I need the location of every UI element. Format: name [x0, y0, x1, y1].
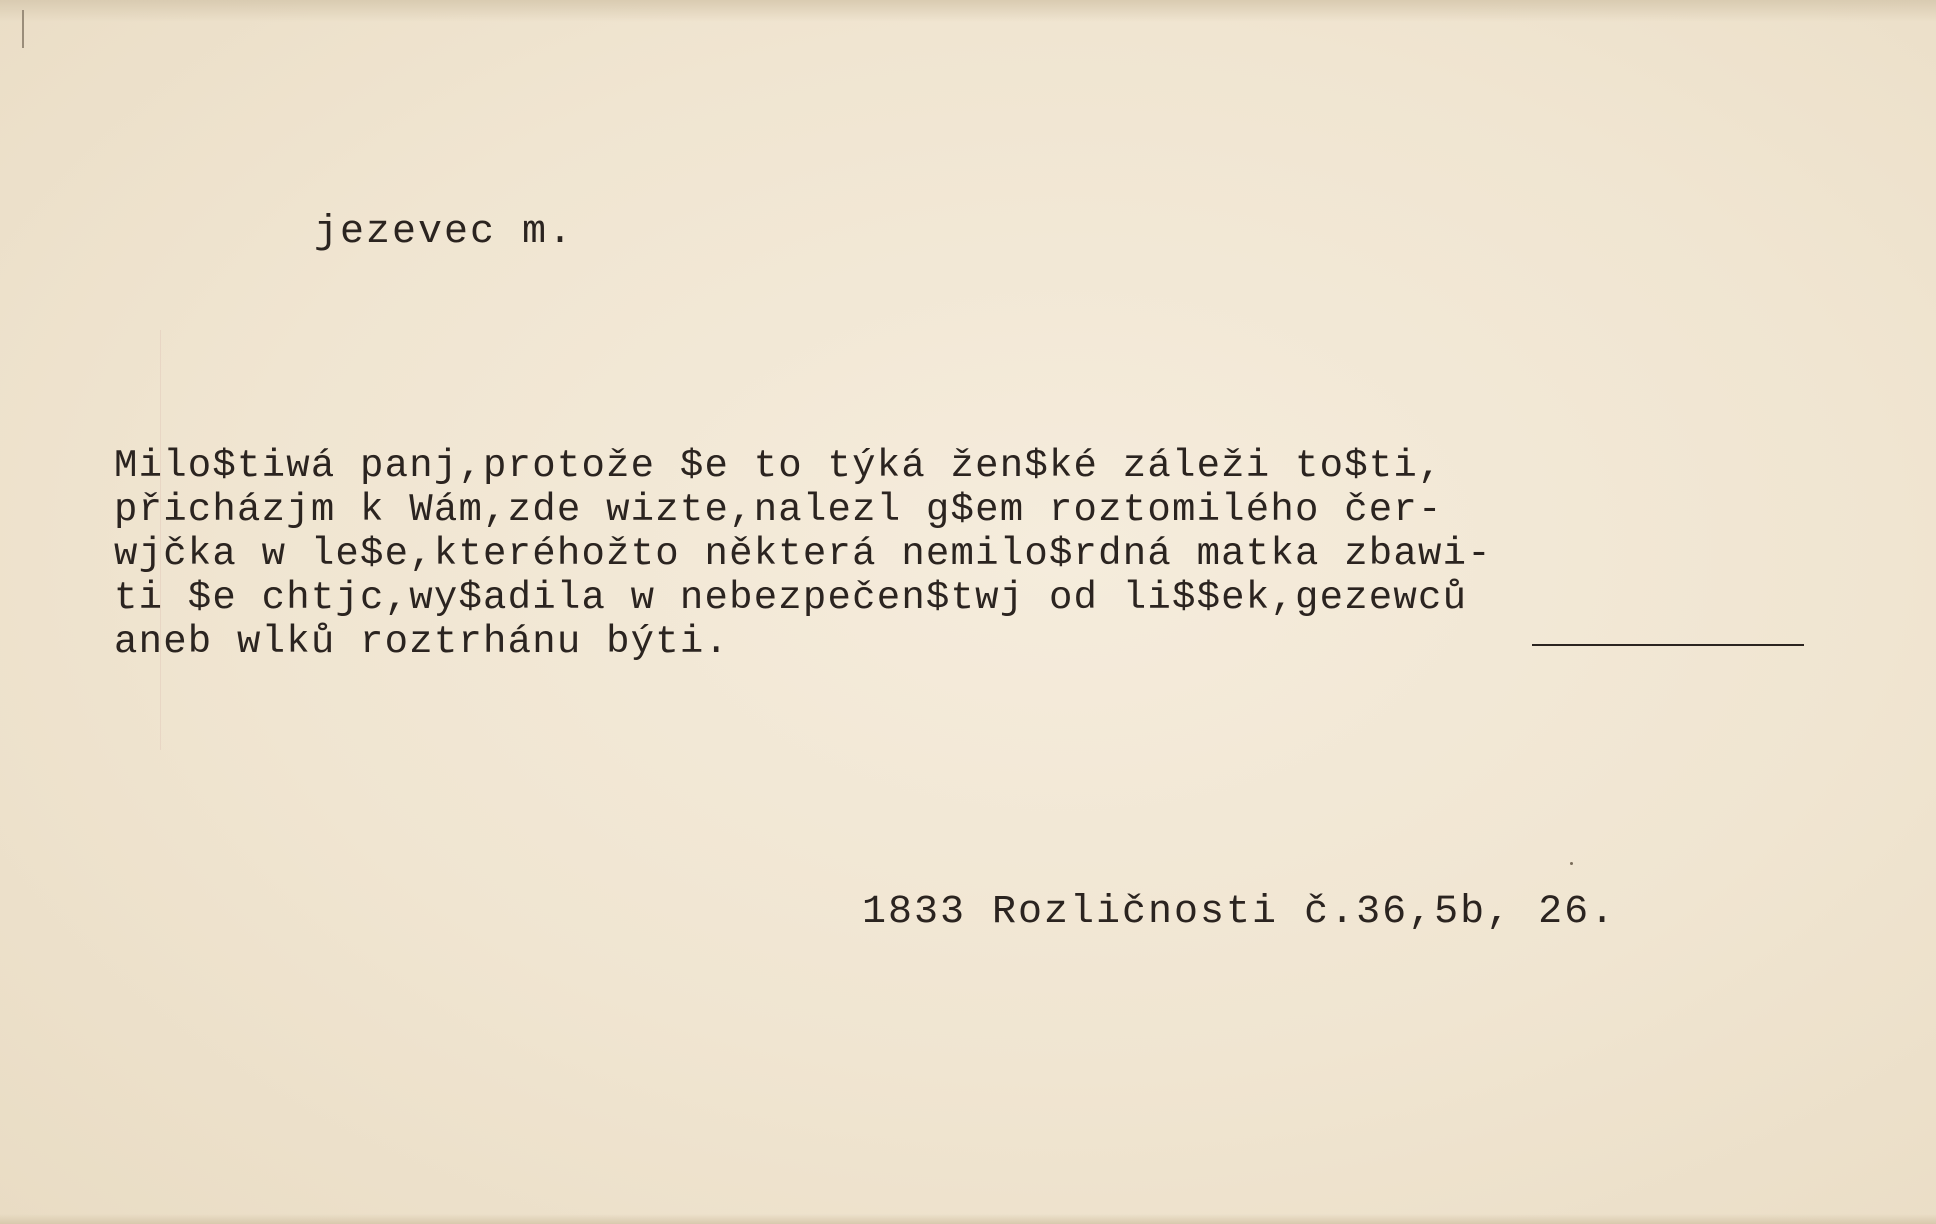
card-edge-mark: [22, 10, 24, 48]
quotation: [114, 444, 1834, 664]
quotation-line: přicházjm k Wám,zde wizte,nalezl g$em roztomilého čer-: [114, 488, 1443, 532]
headword-occurrence-underline: [1532, 644, 1804, 646]
card-bottom-edge: [0, 1214, 1936, 1224]
quotation-line: aneb wlků roztrhánu býti.: [114, 620, 730, 664]
quotation-line: Milo$tiwá panj,protože $e to týká žen$ké záleži to$ti,: [114, 444, 1443, 488]
quotation-line: ti $e chtjc,wy$adila w nebezpečen$twj od li$$ek,gezewců: [114, 576, 1468, 620]
quotation-line: wjčka w le$e,kteréhožto některá nemilo$rdná matka zbawi-: [114, 532, 1492, 576]
card-top-edge: [0, 0, 1936, 22]
source-citation: 1833 Rozličnosti č.36,5b, 26.: [862, 890, 1617, 935]
headword: jezevec m.: [314, 210, 575, 255]
ink-speck: [1570, 862, 1573, 865]
